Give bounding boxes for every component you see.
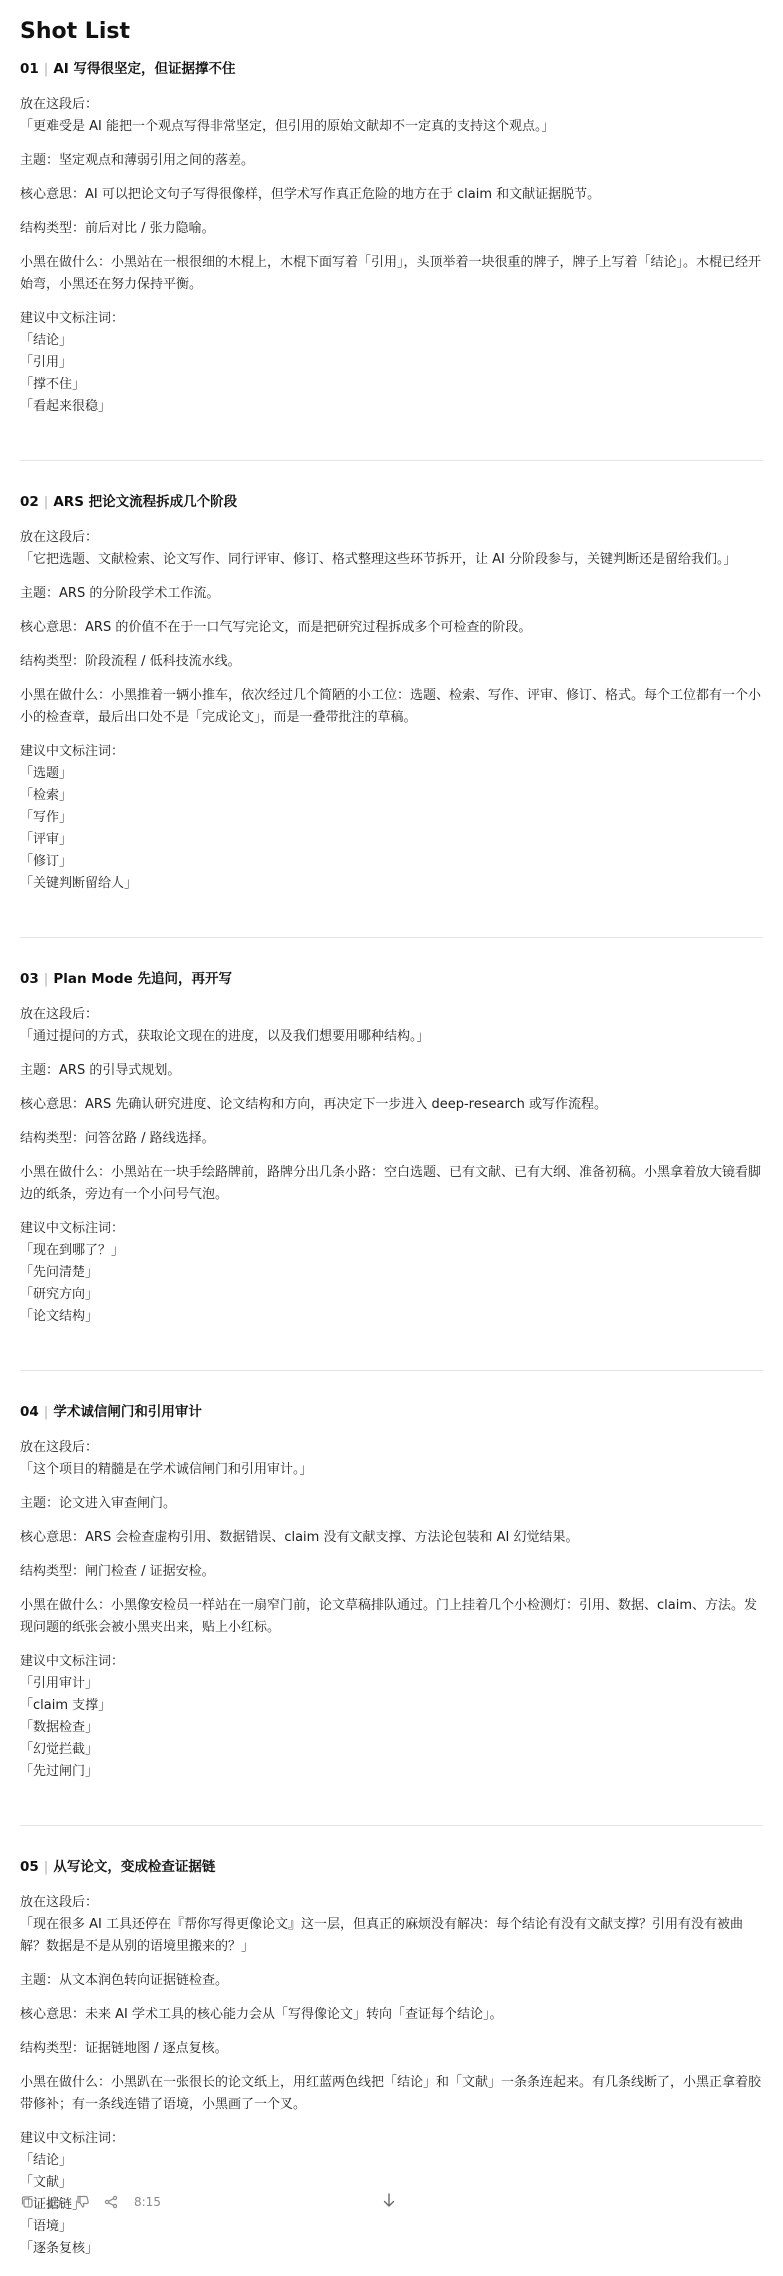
shot-section <box>20 491 763 911</box>
tag-item: 「先问清楚」 <box>20 1265 99 1280</box>
core-meaning-field-value: ARS 会检查虚构引用、数据错误、claim 没有文献支撑、方法论包装和 AI 幻觉结果。 <box>85 1530 579 1545</box>
shot-section <box>20 968 763 1344</box>
subject-field-label: 主题： <box>20 1973 60 1988</box>
shot-heading <box>20 1856 763 1878</box>
tag-item: 「先过闸门」 <box>20 1764 99 1779</box>
thumbs-up-icon[interactable] <box>48 2195 62 2209</box>
shot-number: 02 <box>20 494 39 510</box>
shot-title: 从写论文，变成检查证据链 <box>53 1859 216 1875</box>
core-meaning-field-label: 核心意思： <box>20 2007 86 2022</box>
placement-quote: 「通过提问的方式，获取论文现在的进度，以及我们想要用哪种结构。」 <box>20 1029 430 1044</box>
placement-label: 放在这段后： <box>20 1007 99 1022</box>
action-field-label: 小黑在做什么： <box>20 255 112 270</box>
core-meaning-field <box>20 2004 763 2026</box>
subject-field <box>20 1060 763 1082</box>
action-field <box>20 2072 763 2116</box>
arrow-down-icon <box>382 2192 396 2216</box>
core-meaning-field-value: ARS 的价值不在于一口气写完论文，而是把研究过程拆成多个可检查的阶段。 <box>85 620 532 635</box>
core-meaning-field <box>20 1094 763 1116</box>
action-field-label: 小黑在做什么： <box>20 1165 112 1180</box>
core-meaning-field-value: 未来 AI 学术工具的核心能力会从「写得像论文」转向「查证每个结论」。 <box>85 2007 503 2022</box>
shot-heading <box>20 968 763 990</box>
shot-number: 04 <box>20 1404 39 1420</box>
tag-item: 「现在到哪了？」 <box>20 1243 125 1258</box>
shot-title: 学术诚信闸门和引用审计 <box>53 1404 202 1420</box>
thumbs-down-icon[interactable] <box>76 2195 90 2209</box>
shot-list <box>20 58 763 2276</box>
placement-quote: 「更难受是 AI 能把一个观点写得非常坚定，但引用的原始文献却不一定真的支持这个观点。」 <box>20 119 555 134</box>
tag-item: 「结论」 <box>20 2153 73 2168</box>
heading-separator: | <box>43 494 49 510</box>
shot-title: ARS 把论文流程拆成几个阶段 <box>53 494 238 510</box>
tags-label: 建议中文标注词： <box>20 744 125 759</box>
subject-field-label: 主题： <box>20 1496 60 1511</box>
section-divider <box>20 460 763 461</box>
tag-item: 「论文结构」 <box>20 1309 99 1324</box>
tag-item: 「检索」 <box>20 788 73 803</box>
structure-type-field <box>20 651 763 673</box>
tag-item: 「逐条复核」 <box>20 2241 99 2256</box>
placement-label: 放在这段后： <box>20 1895 99 1910</box>
shot-title: AI 写得很坚定，但证据撑不住 <box>53 61 236 77</box>
page-title: Shot List <box>20 19 130 44</box>
action-field-label: 小黑在做什么： <box>20 2075 112 2090</box>
subject-field-value: 坚定观点和薄弱引用之间的落差。 <box>59 153 255 168</box>
action-field-label: 小黑在做什么： <box>20 1598 112 1613</box>
scroll-down-button[interactable] <box>379 2194 399 2214</box>
shot-number: 03 <box>20 971 39 987</box>
placement-field <box>20 94 763 138</box>
tag-item: 「文献」 <box>20 2175 73 2190</box>
placement-label: 放在这段后： <box>20 1440 99 1455</box>
placement-label: 放在这段后： <box>20 97 99 112</box>
structure-type-field <box>20 218 763 240</box>
core-meaning-field <box>20 184 763 206</box>
structure-type-field-value: 问答岔路 / 路线选择。 <box>85 1131 215 1146</box>
copy-icon[interactable] <box>20 2195 34 2209</box>
shot-section <box>20 58 763 434</box>
tag-item: 「数据检查」 <box>20 1720 99 1735</box>
action-field-value: 小黑像安检员一样站在一扇窄门前，论文草稿排队通过。门上挂着几个小检测灯：引用、数据、claim、方法。发现问题的纸张会被小黑夹出来，贴上小红标。 <box>20 1598 758 1635</box>
tag-item: 「写作」 <box>20 810 73 825</box>
action-field <box>20 1162 763 1206</box>
placement-field <box>20 1437 763 1481</box>
structure-type-field <box>20 2038 763 2060</box>
suggested-tags <box>20 1218 763 1328</box>
placement-field <box>20 1004 763 1048</box>
placement-quote: 「它把选题、文献检索、论文写作、同行评审、修订、格式整理这些环节拆开，让 AI 分阶段参与，关键判断还是留给我们。」 <box>20 552 737 567</box>
core-meaning-field-label: 核心意思： <box>20 1530 86 1545</box>
structure-type-field-value: 阶段流程 / 低科技流水线。 <box>85 654 241 669</box>
placement-field <box>20 1892 763 1958</box>
placement-label: 放在这段后： <box>20 530 99 545</box>
message-time: 8:15 <box>134 2195 161 2209</box>
tags-label: 建议中文标注词： <box>20 311 125 326</box>
subject-field-value: ARS 的分阶段学术工作流。 <box>59 586 220 601</box>
heading-separator: | <box>43 1859 49 1875</box>
core-meaning-field-label: 核心意思： <box>20 620 86 635</box>
core-meaning-field <box>20 617 763 639</box>
message-actions <box>20 2190 161 2214</box>
subject-field-value: 论文进入审查闸门。 <box>59 1496 177 1511</box>
placement-quote: 「这个项目的精髓是在学术诚信闸门和引用审计。」 <box>20 1462 313 1477</box>
action-field-label: 小黑在做什么： <box>20 688 112 703</box>
subject-field-value: ARS 的引导式规划。 <box>59 1063 181 1078</box>
tag-item: 「评审」 <box>20 832 73 847</box>
shot-number: 05 <box>20 1859 39 1875</box>
structure-type-field-label: 结构类型： <box>20 1131 86 1146</box>
core-meaning-field <box>20 1527 763 1549</box>
section-divider <box>20 1370 763 1371</box>
tag-item: 「引用」 <box>20 355 73 370</box>
section-divider <box>20 937 763 938</box>
tag-item: 「研究方向」 <box>20 1287 99 1302</box>
structure-type-field-value: 前后对比 / 张力隐喻。 <box>85 221 215 236</box>
section-divider <box>20 1825 763 1826</box>
suggested-tags <box>20 741 763 895</box>
structure-type-field-value: 闸门检查 / 证据安检。 <box>85 1564 215 1579</box>
shot-section <box>20 1401 763 1799</box>
suggested-tags <box>20 1651 763 1783</box>
subject-field-label: 主题： <box>20 153 60 168</box>
structure-type-field-value: 证据链地图 / 逐点复核。 <box>85 2041 228 2056</box>
suggested-tags <box>20 308 763 418</box>
tag-item: 「幻觉拦截」 <box>20 1742 99 1757</box>
subject-field-label: 主题： <box>20 586 60 601</box>
heading-separator: | <box>43 1404 49 1420</box>
shot-title: Plan Mode 先追问，再开写 <box>53 971 233 987</box>
action-field <box>20 1595 763 1639</box>
heading-separator: | <box>43 61 49 77</box>
structure-type-field-label: 结构类型： <box>20 2041 86 2056</box>
action-field-value: 小黑推着一辆小推车，依次经过几个简陋的小工位：选题、检索、写作、评审、修订、格式。每个工位都有一个小小的检查章，最后出口处不是「完成论文」，而是一叠带批注的草稿。 <box>20 688 762 725</box>
structure-type-field-label: 结构类型： <box>20 1564 86 1579</box>
shot-heading <box>20 1401 763 1423</box>
subject-field <box>20 1970 763 1992</box>
subject-field <box>20 1493 763 1515</box>
shot-number: 01 <box>20 61 39 77</box>
share-icon[interactable] <box>104 2195 118 2209</box>
tag-item: 「修订」 <box>20 854 73 869</box>
heading-separator: | <box>43 971 49 987</box>
core-meaning-field-value: ARS 先确认研究进度、论文结构和方向，再决定下一步进入 deep-research 或写作流程。 <box>85 1097 608 1112</box>
tag-item: 「语境」 <box>20 2219 73 2234</box>
structure-type-field <box>20 1128 763 1150</box>
placement-quote: 「现在很多 AI 工具还停在『帮你写得更像论文』这一层，但真正的麻烦没有解决：每个结论有没有文献支撑？引用有没有被曲解？数据是不是从别的语境里搬来的？」 <box>20 1917 743 1954</box>
structure-type-field-label: 结构类型： <box>20 654 86 669</box>
shot-heading <box>20 491 763 513</box>
tag-item: 「引用审计」 <box>20 1676 99 1691</box>
tags-label: 建议中文标注词： <box>20 1221 125 1236</box>
subject-field <box>20 583 763 605</box>
tags-label: 建议中文标注词： <box>20 2131 125 2146</box>
tag-item: 「证据链」 <box>20 2197 86 2212</box>
tag-item: 「看起来很稳」 <box>20 399 112 414</box>
core-meaning-field-label: 核心意思： <box>20 187 86 202</box>
subject-field-value: 从文本润色转向证据链检查。 <box>59 1973 229 1988</box>
action-field-value: 小黑站在一块手绘路牌前，路牌分出几条小路：空白选题、已有文献、已有大纲、准备初稿。小黑拿着放大镜看脚边的纸条，旁边有一个小问号气泡。 <box>20 1165 762 1202</box>
tag-item: 「结论」 <box>20 333 73 348</box>
action-field <box>20 252 763 296</box>
tag-item: 「撑不住」 <box>20 377 86 392</box>
structure-type-field <box>20 1561 763 1583</box>
shot-heading <box>20 58 763 80</box>
action-field <box>20 685 763 729</box>
action-field-value: 小黑站在一根很细的木棍上，木棍下面写着「引用」，头顶举着一块很重的牌子，牌子上写着「结论」。木棍已经开始弯，小黑还在努力保持平衡。 <box>20 255 762 292</box>
placement-field <box>20 527 763 571</box>
core-meaning-field-value: AI 可以把论文句子写得很像样，但学术写作真正危险的地方在于 claim 和文献证据脱节。 <box>85 187 601 202</box>
subject-field-label: 主题： <box>20 1063 60 1078</box>
tag-item: 「claim 支撑」 <box>20 1698 112 1713</box>
structure-type-field-label: 结构类型： <box>20 221 86 236</box>
core-meaning-field-label: 核心意思： <box>20 1097 86 1112</box>
tag-item: 「关键判断留给人」 <box>20 876 138 891</box>
tag-item: 「选题」 <box>20 766 73 781</box>
subject-field <box>20 150 763 172</box>
tags-label: 建议中文标注词： <box>20 1654 125 1669</box>
action-field-value: 小黑趴在一张很长的论文纸上，用红蓝两色线把「结论」和「文献」一条条连起来。有几条线断了，小黑正拿着胶带修补；有一条线连错了语境，小黑画了一个叉。 <box>20 2075 762 2112</box>
